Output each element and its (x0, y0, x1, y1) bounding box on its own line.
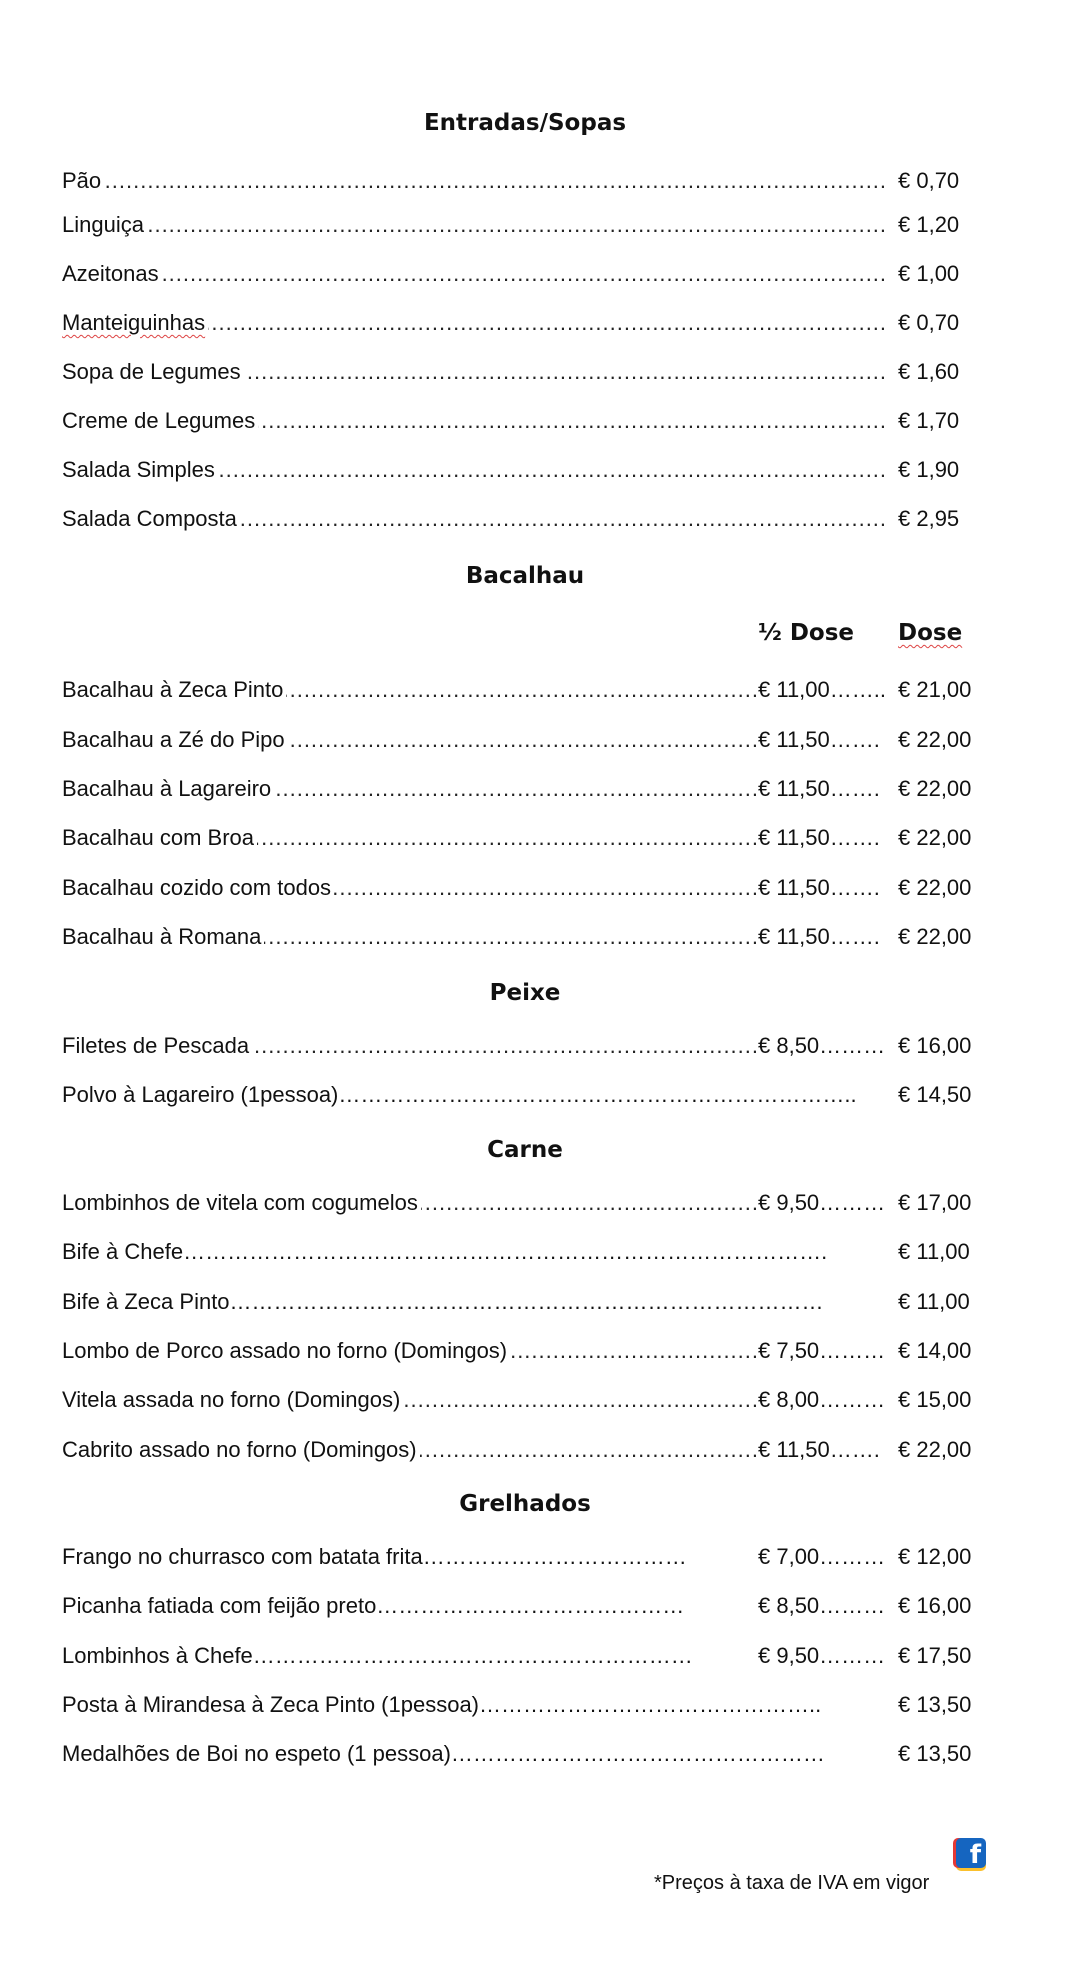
item-price-half: € 8,00……… (758, 1385, 887, 1415)
item-price-half: € 11,50……. (758, 725, 882, 755)
item-price-dose: € 16,00 (896, 1591, 971, 1621)
menu-item (62, 406, 976, 436)
menu-item (62, 725, 976, 755)
item-price-half: € 11,50……. (758, 774, 882, 804)
item-price-half: € 8,50……… (758, 1591, 887, 1621)
item-name: Vitela assada no forno (Domingos) (62, 1385, 403, 1415)
item-name: Bacalhau à Lagareiro (62, 774, 274, 804)
menu-item (62, 1287, 976, 1317)
item-name: Azeitonas (62, 259, 162, 289)
item-name: Lombo de Porco assado no forno (Domingos) (62, 1336, 510, 1366)
item-name: Pão (62, 166, 104, 196)
item-name: Polvo à Lagareiro (1pessoa)…………………………………………………………….. (62, 1080, 860, 1110)
menu-item (62, 1385, 976, 1415)
menu-item (62, 1542, 976, 1572)
item-price-dose: € 17,00 (896, 1188, 971, 1218)
item-name: Cabrito assado no forno (Domingos) (62, 1435, 420, 1465)
item-name: Bacalhau com Broa (62, 823, 257, 853)
item-name: Lombinhos de vitela com cogumelos (62, 1188, 421, 1218)
item-price: € 1,90 (896, 455, 959, 485)
menu-item (62, 823, 976, 853)
menu-item (62, 166, 976, 196)
item-name: Bacalhau cozido com todos (62, 873, 334, 903)
item-price: € 1,60 (896, 357, 959, 387)
menu-item (62, 922, 976, 952)
item-price: € 1,70 (896, 406, 959, 436)
item-price-dose: € 14,50 (896, 1080, 971, 1110)
menu-item (62, 774, 976, 804)
item-name: Bacalhau a Zé do Pipo (62, 725, 288, 755)
item-price-half: € 11,50……. (758, 1435, 882, 1465)
item-name: Sopa de Legumes (62, 357, 244, 387)
item-price-dose: € 22,00 (896, 823, 971, 853)
item-name: Linguiça (62, 210, 147, 240)
item-price-dose: € 22,00 (896, 725, 971, 755)
menu-item (62, 357, 976, 387)
column-header-dose: Dose (898, 620, 963, 646)
menu-item (62, 1336, 976, 1366)
item-name: Filetes de Pescada (62, 1031, 252, 1061)
menu-item (62, 873, 976, 903)
item-price-half: € 11,00…….. (758, 675, 888, 705)
menu-item (62, 308, 976, 338)
item-price-dose: € 14,00 (896, 1336, 971, 1366)
menu-item (62, 1591, 976, 1621)
item-price-half: € 9,50……… (758, 1188, 887, 1218)
menu-item (62, 1031, 976, 1061)
item-price-dose: € 15,00 (896, 1385, 971, 1415)
section-title-carne: Carne (487, 1137, 563, 1163)
item-price-half: € 9,50……… (758, 1641, 887, 1671)
facebook-icon[interactable]: f (956, 1838, 986, 1868)
menu-item (62, 504, 976, 534)
menu-item (62, 1739, 976, 1769)
item-price-dose: € 11,00 (896, 1287, 970, 1317)
menu-item (62, 1188, 976, 1218)
menu-item (62, 1237, 976, 1267)
item-price-half: € 7,00……… (758, 1542, 887, 1572)
item-name: Posta à Mirandesa à Zeca Pinto (1pessoa)……………………………………….. (62, 1690, 824, 1720)
item-price-half: € 8,50……… (758, 1031, 887, 1061)
item-price-dose: € 22,00 (896, 922, 971, 952)
section-title-bacalhau: Bacalhau (465, 563, 585, 589)
item-name: Bacalhau à Romana (62, 922, 264, 952)
item-price-dose: € 13,50 (896, 1690, 971, 1720)
item-price-dose: € 17,50 (896, 1641, 971, 1671)
item-price-dose: € 22,00 (896, 1435, 971, 1465)
item-price: € 1,20 (896, 210, 959, 240)
item-name: Lombinhos à Chefe…………………………………………………… (62, 1641, 696, 1671)
menu-item (62, 675, 976, 705)
item-price-half: € 7,50……… (758, 1336, 887, 1366)
item-price-dose: € 22,00 (896, 774, 971, 804)
menu-item (62, 1641, 976, 1671)
item-price: € 2,95 (896, 504, 959, 534)
item-name: Frango no churrasco com batata frita……………………………… (62, 1542, 690, 1572)
item-price-dose: € 22,00 (896, 873, 971, 903)
item-name: Salada Composta (62, 504, 240, 534)
item-price: € 0,70 (896, 308, 959, 338)
item-price-half: € 11,50……. (758, 922, 882, 952)
menu-item (62, 1080, 976, 1110)
item-price: € 0,70 (896, 166, 959, 196)
item-name: Manteiguinhas (62, 308, 208, 338)
item-name: Medalhões de Boi no espeto (1 pessoa)…………………………………………… (62, 1739, 828, 1769)
menu-item (62, 210, 976, 240)
menu-item (62, 259, 976, 289)
item-name: Bife à Chefe……………………………………………………………………………. (62, 1237, 830, 1267)
item-price-dose: € 16,00 (896, 1031, 971, 1061)
item-price-dose: € 21,00 (896, 675, 971, 705)
item-price-dose: € 13,50 (896, 1739, 971, 1769)
menu-item (62, 1435, 976, 1465)
item-name: Salada Simples (62, 455, 218, 485)
item-name: Picanha fatiada com feijão preto…………………………………… (62, 1591, 687, 1621)
section-title-entradas: Entradas/Sopas (423, 110, 627, 136)
menu-item (62, 455, 976, 485)
column-header-half-dose: ½ Dose (758, 620, 854, 646)
section-title-grelhados: Grelhados (459, 1491, 591, 1517)
item-name: Bacalhau à Zeca Pinto (62, 675, 286, 705)
footnote: *Preços à taxa de IVA em vigor (654, 1872, 930, 1894)
item-price-half: € 11,50……. (758, 823, 882, 853)
item-name: Creme de Legumes (62, 406, 258, 436)
section-title-peixe: Peixe (489, 980, 561, 1006)
menu-item (62, 1690, 976, 1720)
item-price-half: € 11,50……. (758, 873, 882, 903)
item-name: Bife à Zeca Pinto……………………………………………………………………… (62, 1287, 827, 1317)
item-price: € 1,00 (896, 259, 959, 289)
item-price-dose: € 12,00 (896, 1542, 971, 1572)
item-price-dose: € 11,00 (896, 1237, 970, 1267)
